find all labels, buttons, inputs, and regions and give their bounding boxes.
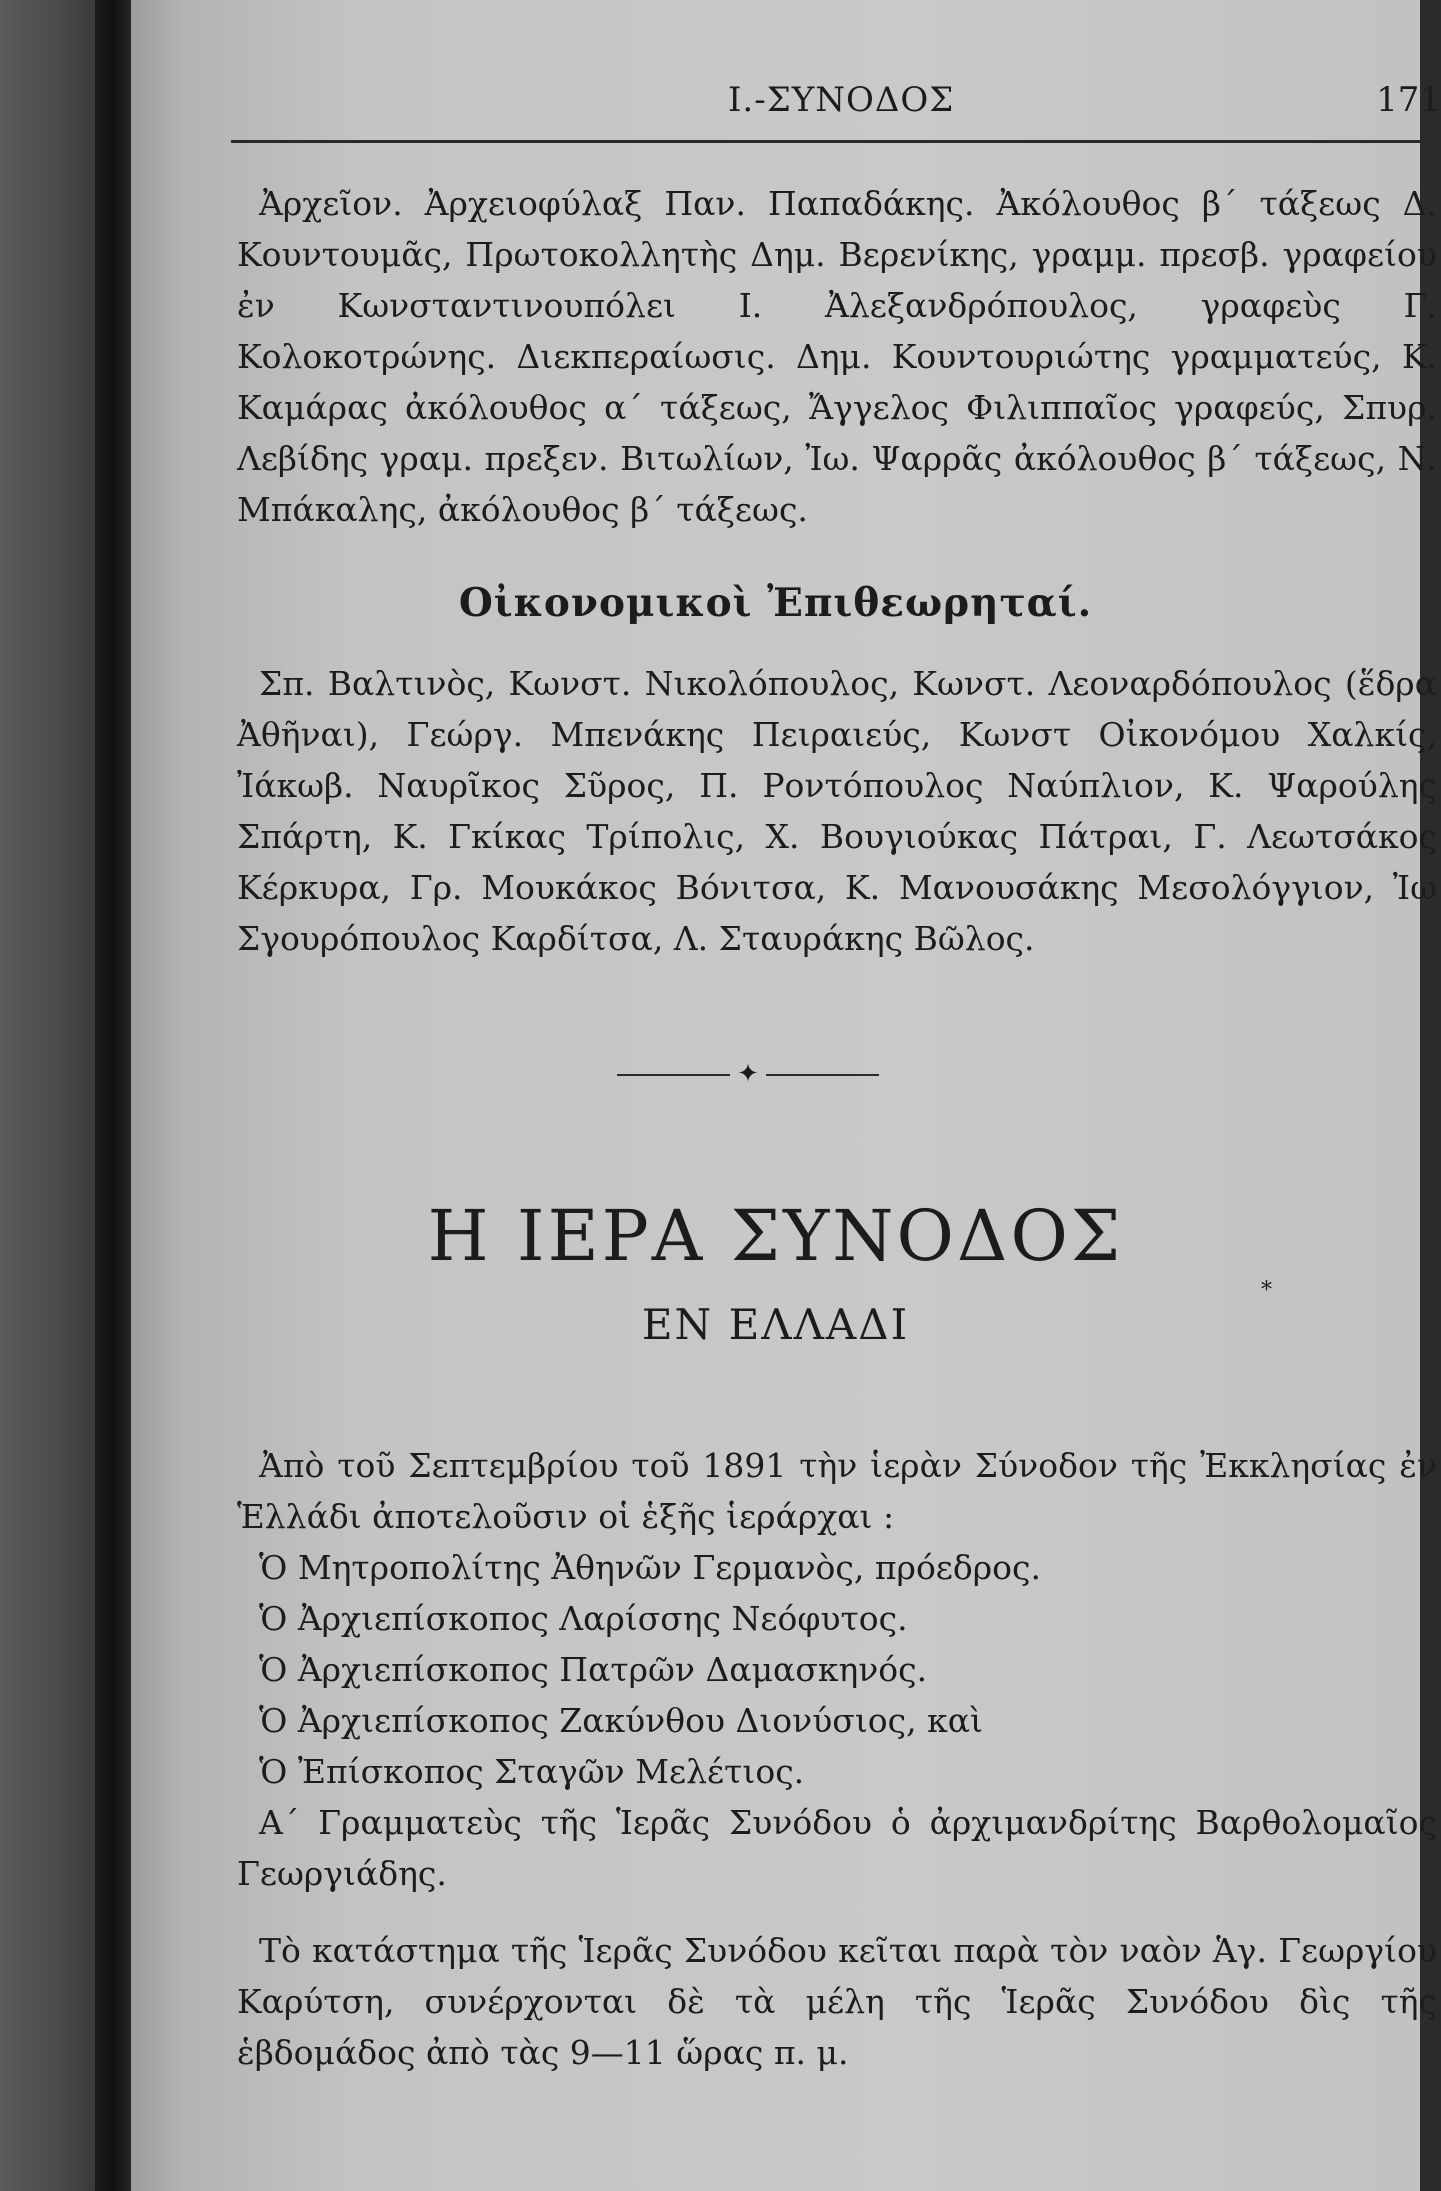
hierarchs-list (237, 1542, 1437, 1797)
inspectors-paragraph: Σπ. Βαλτινὸς, Κωνστ. Νικολόπουλος, Κωνστ. Λεοναρδόπουλος (ἕδρα Ἀθῆναι), Γεώργ. Μπενάκης Πειραιεύς, Κωνστ Οἰκονόμου Χαλκίς, Ἰάκωβ. Ναυρῖκος Σῦρος, Π. Ροντόπουλος Ναύπλιον, Κ. Ψαρούλης Σπάρτη, Κ. Γκίκας Τρίπολις, Χ. Βουγιούκας Πάτραι, Γ. Λεωτσάκος Κέρκυρα, Γρ. Μουκάκος Βόνιτσα, Κ. Μανουσάκης Μεσολόγγιον, Ἰω Σγουρόπουλος Καρδίτσα, Λ. Σταυράκης Βῶλος. (237, 664, 1437, 958)
book-spine (95, 0, 131, 2191)
list-item: Ὁ Ἀρχιεπίσκοπος Ζακύνθου Διονύσιος, καὶ (259, 1701, 983, 1740)
list-item: Ὁ Ἀρχιεπίσκοπος Λαρίσσης Νεόφυτος. (259, 1599, 908, 1638)
office-paragraph: Τὸ κατάστημα τῆς Ἱερᾶς Συνόδου κεῖται παρὰ τὸν ναὸν Ἁγ. Γεωργίου Καρύτση, συνέρχονται δὲ τὰ μέλη τῆς Ἱερᾶς Συνόδου δὶς τῆς ἑβδομάδος ἀπὸ τὰς 9—11 ὥρας π. μ. (237, 1931, 1437, 2072)
section-heading-inspectors: Οἰκονομικοὶ Ἐπιθεωρηταί. (458, 580, 1093, 626)
secretary-paragraph: Α΄ Γραμματεὺς τῆς Ἱερᾶς Συνόδου ὁ ἀρχιμανδρίτης Βαρθολομαῖος Γεωργιάδης. (237, 1803, 1437, 1893)
list-item: Ὁ Ἐπίσκοπος Σταγῶν Μελέτιος. (259, 1752, 805, 1791)
ornament-icon: ✦ (730, 1060, 766, 1088)
book-page (131, 0, 1441, 2191)
header-rule (231, 140, 1441, 143)
subtitle: ΕΝ ΕΛΛΑΔΙ (641, 1300, 910, 1349)
main-title: Η ΙΕΡΑ ΣΥΝΟΔΟΣ (427, 1195, 1124, 1277)
star-mark: * (1261, 1278, 1272, 1303)
running-title: Ι.-ΣΥΝΟΔΟΣ (728, 80, 955, 120)
list-item: Ὁ Μητροπολίτης Ἀθηνῶν Γερμανὸς, πρόεδρος. (259, 1548, 1042, 1587)
list-item: Ὁ Ἀρχιεπίσκοπος Πατρῶν Δαμασκηνός. (259, 1650, 928, 1689)
archive-paragraph: Ἀρχεῖον. Ἀρχειοφύλαξ Παν. Παπαδάκης. Ἀκόλουθος β΄ τάξεως Δ. Κουντουμᾶς, Πρωτοκολλητὴς Δημ. Βερενίκης, γραμμ. πρεσβ. γραφείου ἐν Κωνσταντινουπόλει Ι. Ἀλεξανδρόπουλος, γραφεὺς Γ. Κολοκοτρώνης. Διεκπεραίωσις. Δημ. Κουντουριώτης γραμματεύς, Κ. Καμάρας ἀκόλουθος α΄ τάξεως, Ἄγγελος Φιλιππαῖος γραφεύς, Σπυρ. Λεβίδης γραμ. πρεξεν. Βιτωλίων, Ἰω. Ψαρρᾶς ἀκόλουθος β΄ τάξεως, Ν. Μπάκαλης, ἀκόλουθος β΄ τάξεως. (237, 184, 1437, 529)
page-number: 171 (1376, 80, 1441, 120)
ornament-divider (617, 1060, 879, 1090)
synod-intro-paragraph: Ἀπὸ τοῦ Σεπτεμβρίου τοῦ 1891 τὴν ἱερὰν Σύνοδον τῆς Ἐκκλησίας ἐν Ἑλλάδι ἀποτελοῦσιν οἱ ἑξῆς ἱεράρχαι : (237, 1446, 1437, 1536)
page-header (231, 80, 1441, 130)
previous-page-edge (0, 0, 95, 2191)
